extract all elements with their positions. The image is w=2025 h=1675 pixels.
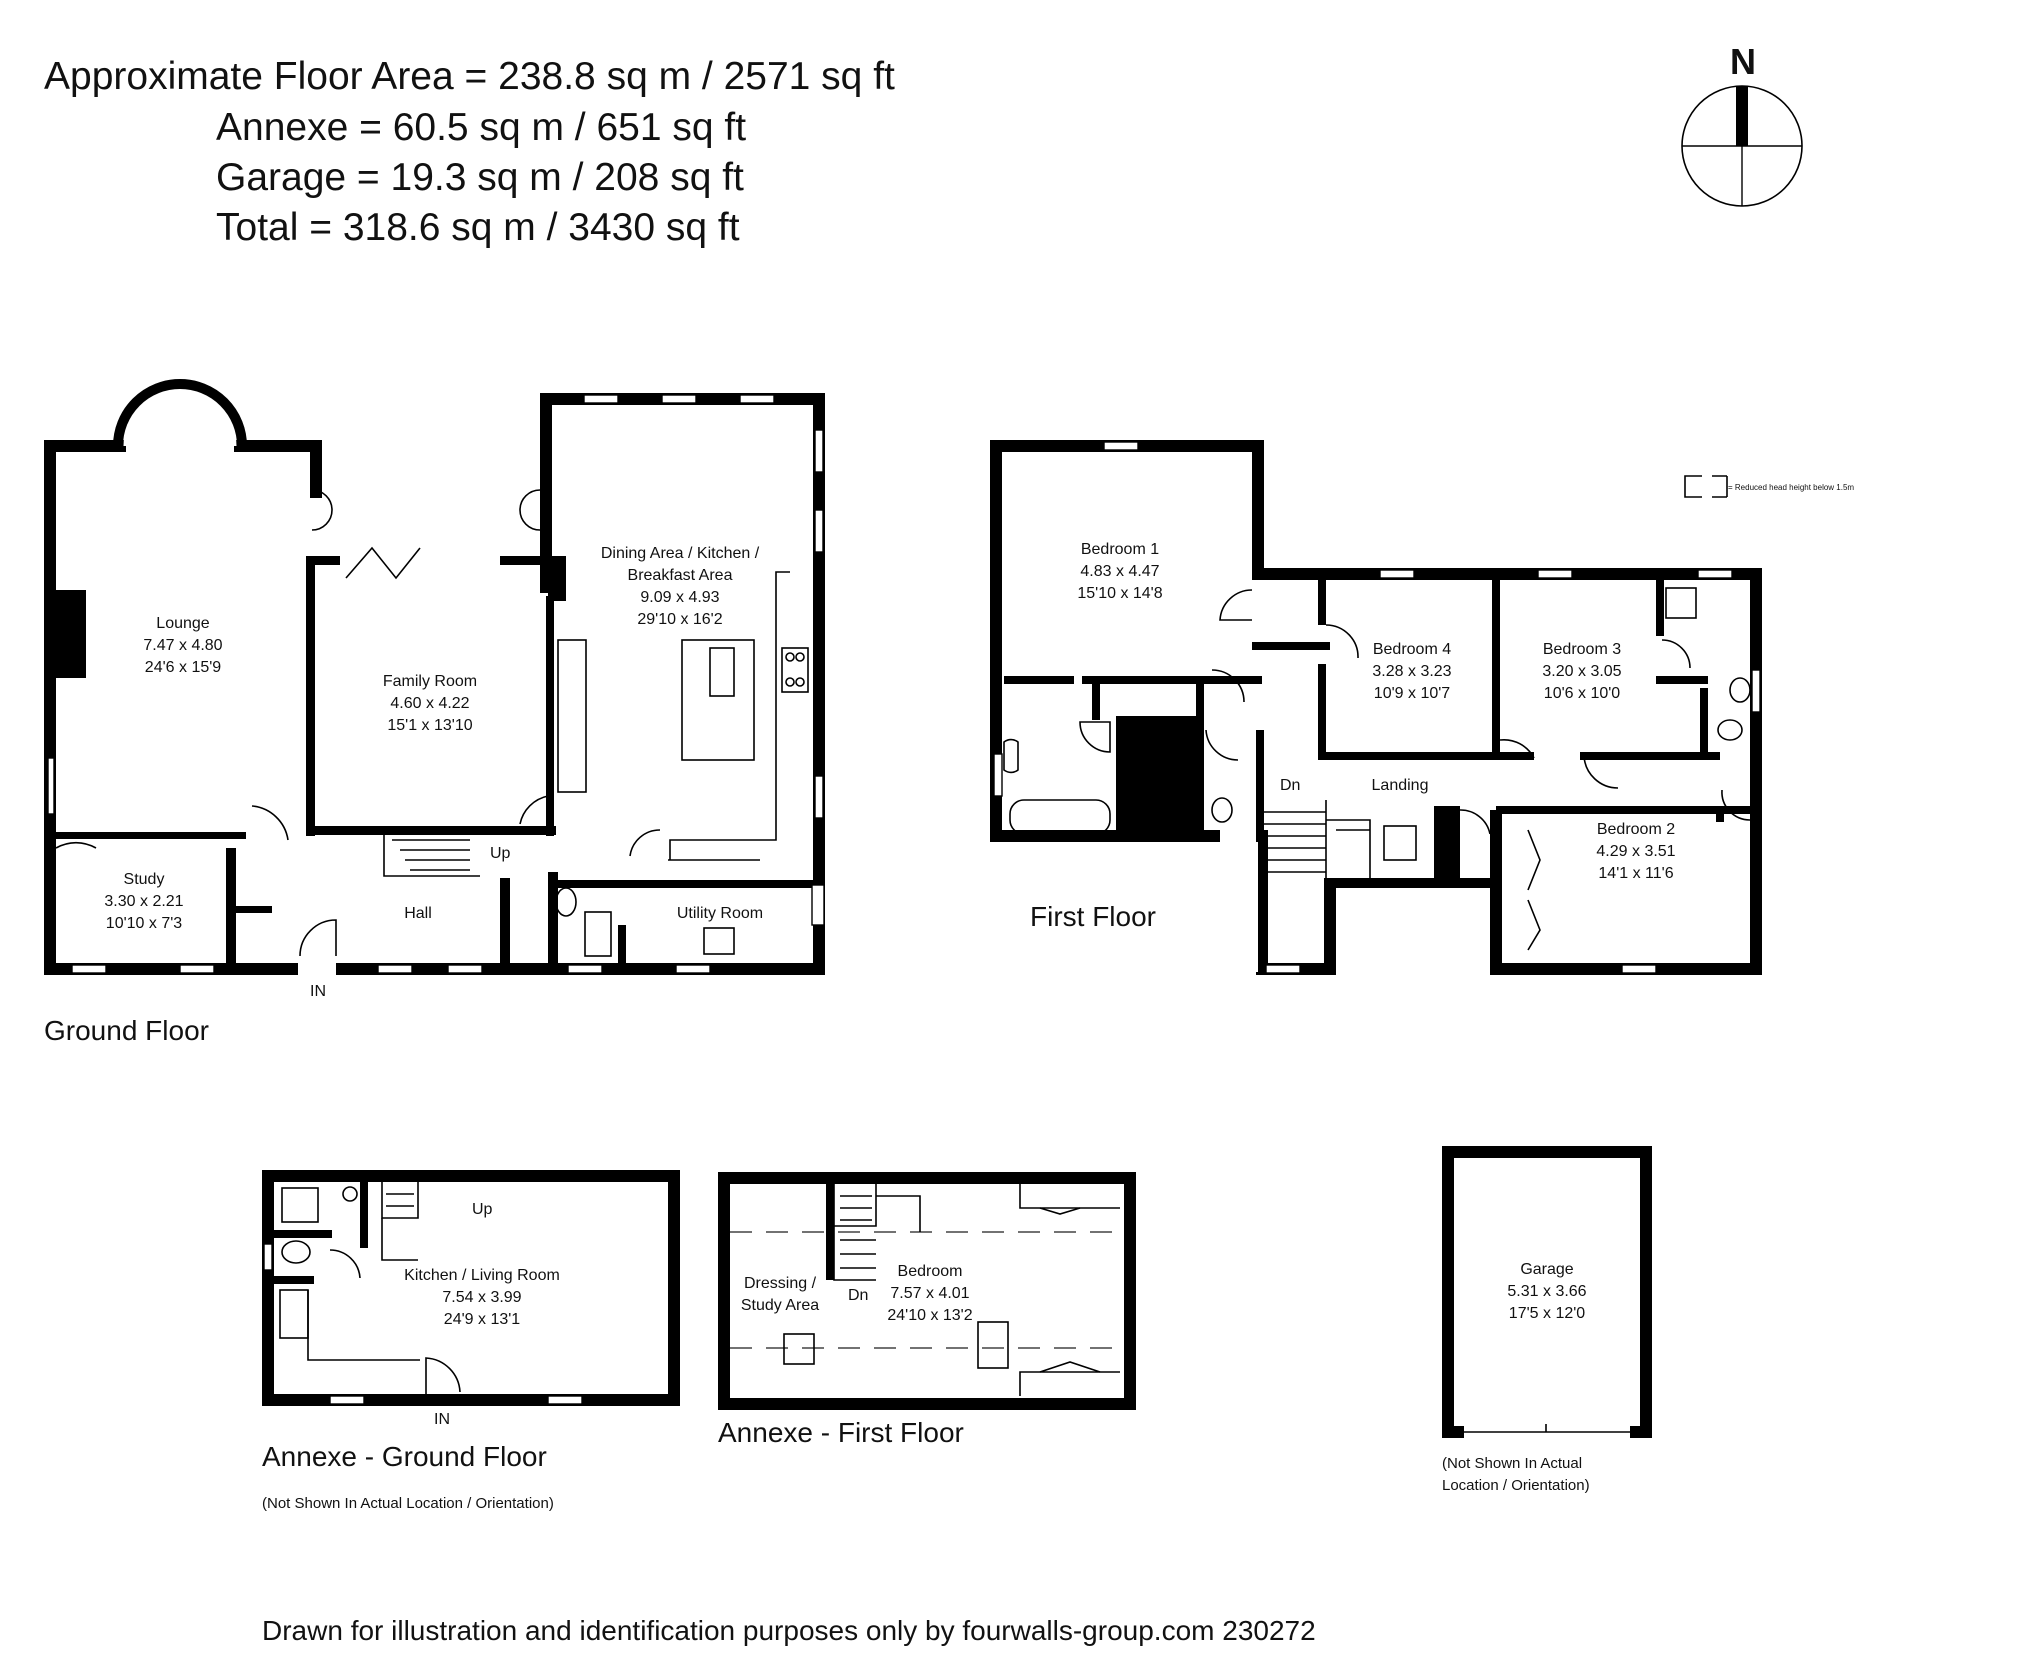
study-metric: 3.30 x 2.21 bbox=[104, 893, 184, 910]
first-floor-title: First Floor bbox=[1030, 901, 1156, 932]
lounge-metric: 7.47 x 4.80 bbox=[143, 637, 223, 654]
reduced-head-height-legend-icon bbox=[1685, 476, 1727, 497]
total-area: Total = 318.6 sq m / 3430 sq ft bbox=[216, 206, 740, 249]
bedroom4-name: Bedroom 4 bbox=[1372, 641, 1452, 658]
hall-name: Hall bbox=[404, 905, 432, 922]
lounge-name: Lounge bbox=[156, 615, 210, 632]
lounge-imperial: 24'6 x 15'9 bbox=[144, 659, 222, 676]
north-compass-icon bbox=[1682, 86, 1802, 206]
annexe-kitchen-metric: 7.54 x 3.99 bbox=[442, 1289, 522, 1306]
annexe-bedroom-imperial: 24'10 x 13'2 bbox=[887, 1307, 973, 1324]
annexe-kitchen-name: Kitchen / Living Room bbox=[404, 1267, 560, 1284]
legend-text: = Reduced head height below 1.5m bbox=[1728, 483, 1855, 492]
family-room-metric: 4.60 x 4.22 bbox=[390, 695, 470, 712]
bedroom4-imperial: 10'9 x 10'7 bbox=[1373, 685, 1451, 702]
ground-stairs-up: Up bbox=[490, 845, 511, 862]
bedroom1-imperial: 15'10 x 14'8 bbox=[1077, 585, 1163, 602]
garage-name: Garage bbox=[1520, 1261, 1574, 1278]
bedroom2-metric: 4.29 x 3.51 bbox=[1596, 843, 1676, 860]
annexe-first-title: Annexe - First Floor bbox=[718, 1417, 964, 1448]
annexe-ground-title: Annexe - Ground Floor bbox=[262, 1441, 547, 1472]
bedroom3-imperial: 10'6 x 10'0 bbox=[1543, 685, 1621, 702]
bedroom3-name: Bedroom 3 bbox=[1542, 641, 1622, 658]
bedroom2-imperial: 14'1 x 11'6 bbox=[1598, 865, 1674, 882]
bedroom2-name: Bedroom 2 bbox=[1596, 821, 1676, 838]
bedroom4-metric: 3.28 x 3.23 bbox=[1372, 663, 1452, 680]
bedroom1-metric: 4.83 x 4.47 bbox=[1080, 563, 1160, 580]
utility-room-name: Utility Room bbox=[676, 905, 764, 922]
study-imperial: 10'10 x 7'3 bbox=[105, 915, 183, 932]
dressing-area-line2: Study Area bbox=[740, 1297, 820, 1314]
first-floor-stairs-down: Dn bbox=[1280, 777, 1301, 794]
garage-imperial: 17'5 x 12'0 bbox=[1508, 1305, 1586, 1322]
landing-name: Landing bbox=[1371, 777, 1429, 794]
ground-floor-title: Ground Floor bbox=[44, 1015, 209, 1046]
study-name: Study bbox=[123, 871, 165, 888]
compass-north-label: N bbox=[1730, 41, 1756, 82]
bedroom3-metric: 3.20 x 3.05 bbox=[1542, 663, 1622, 680]
dressing-area-line1: Dressing / bbox=[743, 1275, 817, 1292]
first-floor-plan bbox=[990, 440, 1762, 975]
approx-floor-area: Approximate Floor Area = 238.8 sq m / 2571 sq ft bbox=[44, 55, 895, 98]
family-room-imperial: 15'1 x 13'10 bbox=[387, 717, 473, 734]
ground-entrance-label: IN bbox=[310, 983, 326, 1000]
garage-metric: 5.31 x 3.66 bbox=[1507, 1283, 1587, 1300]
annexe-bedroom-metric: 7.57 x 4.01 bbox=[890, 1285, 970, 1302]
bedroom1-name: Bedroom 1 bbox=[1080, 541, 1160, 558]
dining-imperial: 29'10 x 16'2 bbox=[637, 611, 723, 628]
garage-note-line1: (Not Shown In Actual bbox=[1442, 1455, 1583, 1472]
dining-name-line2: Breakfast Area bbox=[627, 567, 733, 584]
dining-name-line1: Dining Area / Kitchen / bbox=[600, 545, 760, 562]
dining-metric: 9.09 x 4.93 bbox=[640, 589, 720, 606]
annexe-bedroom-name: Bedroom bbox=[897, 1263, 963, 1280]
annexe-ground-floor-plan bbox=[262, 1170, 680, 1406]
annexe-entrance-label: IN bbox=[434, 1411, 450, 1428]
garage-note-line2: Location / Orientation) bbox=[1442, 1477, 1590, 1494]
annexe-first-stairs-down: Dn bbox=[848, 1287, 869, 1304]
family-room-name: Family Room bbox=[382, 673, 478, 690]
annexe-ground-note: (Not Shown In Actual Location / Orientation) bbox=[262, 1495, 554, 1512]
annexe-area: Annexe = 60.5 sq m / 651 sq ft bbox=[216, 106, 747, 149]
garage-area: Garage = 19.3 sq m / 208 sq ft bbox=[216, 156, 744, 199]
footer-disclaimer: Drawn for illustration and identification purposes only by fourwalls-group.com 230272 bbox=[262, 1615, 1316, 1646]
annexe-kitchen-imperial: 24'9 x 13'1 bbox=[443, 1311, 521, 1328]
annexe-ground-stairs-up: Up bbox=[472, 1201, 493, 1218]
